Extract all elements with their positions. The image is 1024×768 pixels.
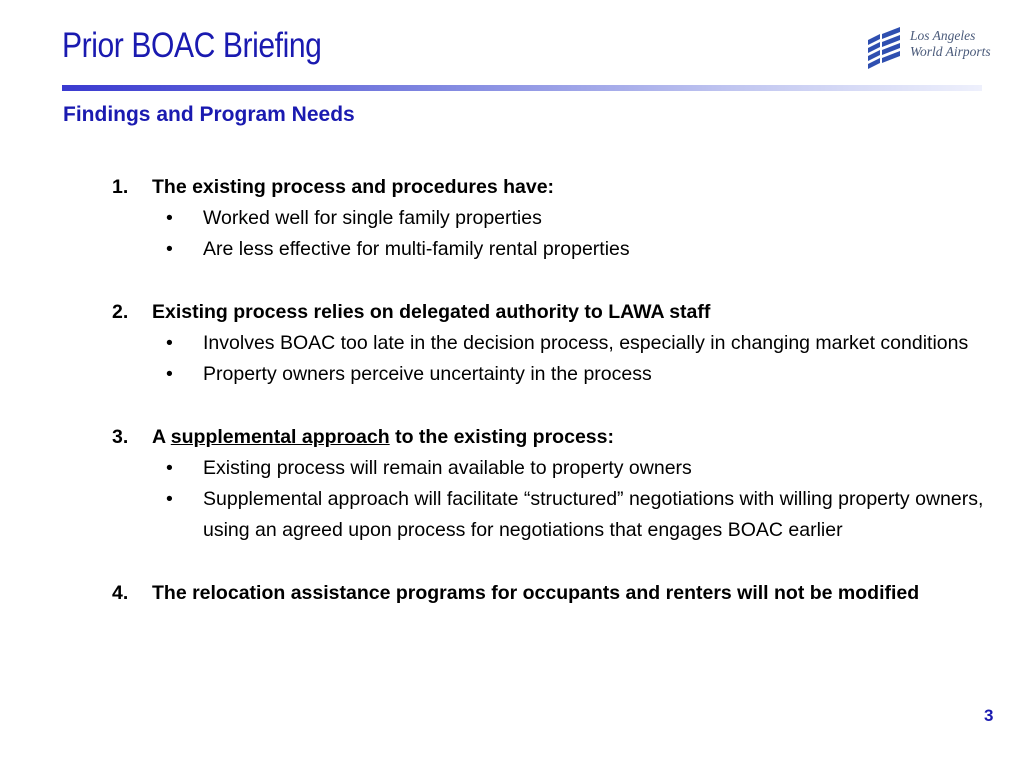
bullet-dot: •	[166, 207, 173, 229]
item-heading: The existing process and procedures have:	[152, 176, 555, 198]
bullet-item	[152, 328, 992, 359]
slide-title: Prior BOAC Briefing	[62, 26, 322, 65]
finding-item-2	[112, 297, 992, 390]
page-number: 3	[984, 706, 994, 725]
bullet-item	[152, 359, 992, 390]
logo-text	[910, 28, 991, 60]
item-number: 3.	[112, 426, 129, 448]
lawa-logo-icon	[864, 26, 904, 74]
bullet-item	[152, 203, 992, 234]
bullet-dot: •	[166, 488, 173, 510]
item-number: 4.	[112, 582, 129, 604]
bullet-text: Involves BOAC too late in the decision process, especially in changing market conditions	[203, 332, 969, 354]
logo-line-2: World Airports	[910, 44, 991, 59]
bullet-dot: •	[166, 238, 173, 260]
bullet-text: Property owners perceive uncertainty in the process	[203, 363, 652, 385]
bullet-text: Are less effective for multi-family rental properties	[203, 238, 630, 260]
bullet-text: Supplemental approach will facilitate “structured” negotiations with willing property owners, using an agreed upon process for negotiations that engages BOAC earlier	[203, 488, 984, 541]
finding-item-4	[112, 578, 992, 609]
bullet-list	[152, 453, 992, 546]
item-number: 1.	[112, 176, 129, 198]
bullet-list	[152, 328, 992, 390]
bullet-dot: •	[166, 457, 173, 479]
finding-item-3	[112, 422, 992, 546]
title-divider	[62, 85, 982, 91]
bullet-list	[152, 203, 992, 265]
item-heading	[152, 422, 992, 453]
bullet-item	[152, 484, 992, 546]
item-heading: Existing process relies on delegated authority to LAWA staff	[152, 301, 711, 323]
bullet-item	[152, 234, 992, 265]
bullet-item	[152, 453, 992, 484]
logo-line-1: Los Angeles	[910, 28, 976, 43]
section-subtitle: Findings and Program Needs	[63, 103, 355, 126]
finding-item-1	[112, 172, 992, 265]
lawa-logo	[864, 26, 1004, 76]
bullet-dot: •	[166, 363, 173, 385]
heading-prefix: A	[152, 426, 171, 448]
heading-underlined-term: supplemental approach	[170, 426, 390, 448]
findings-list	[112, 172, 992, 609]
item-number: 2.	[112, 301, 129, 323]
heading-suffix: to the existing process:	[389, 426, 614, 448]
bullet-text: Existing process will remain available to property owners	[203, 457, 692, 479]
item-heading: The relocation assistance programs for occupants and renters will not be modified	[152, 582, 920, 604]
bullet-dot: •	[166, 332, 173, 354]
bullet-text: Worked well for single family properties	[203, 207, 542, 229]
